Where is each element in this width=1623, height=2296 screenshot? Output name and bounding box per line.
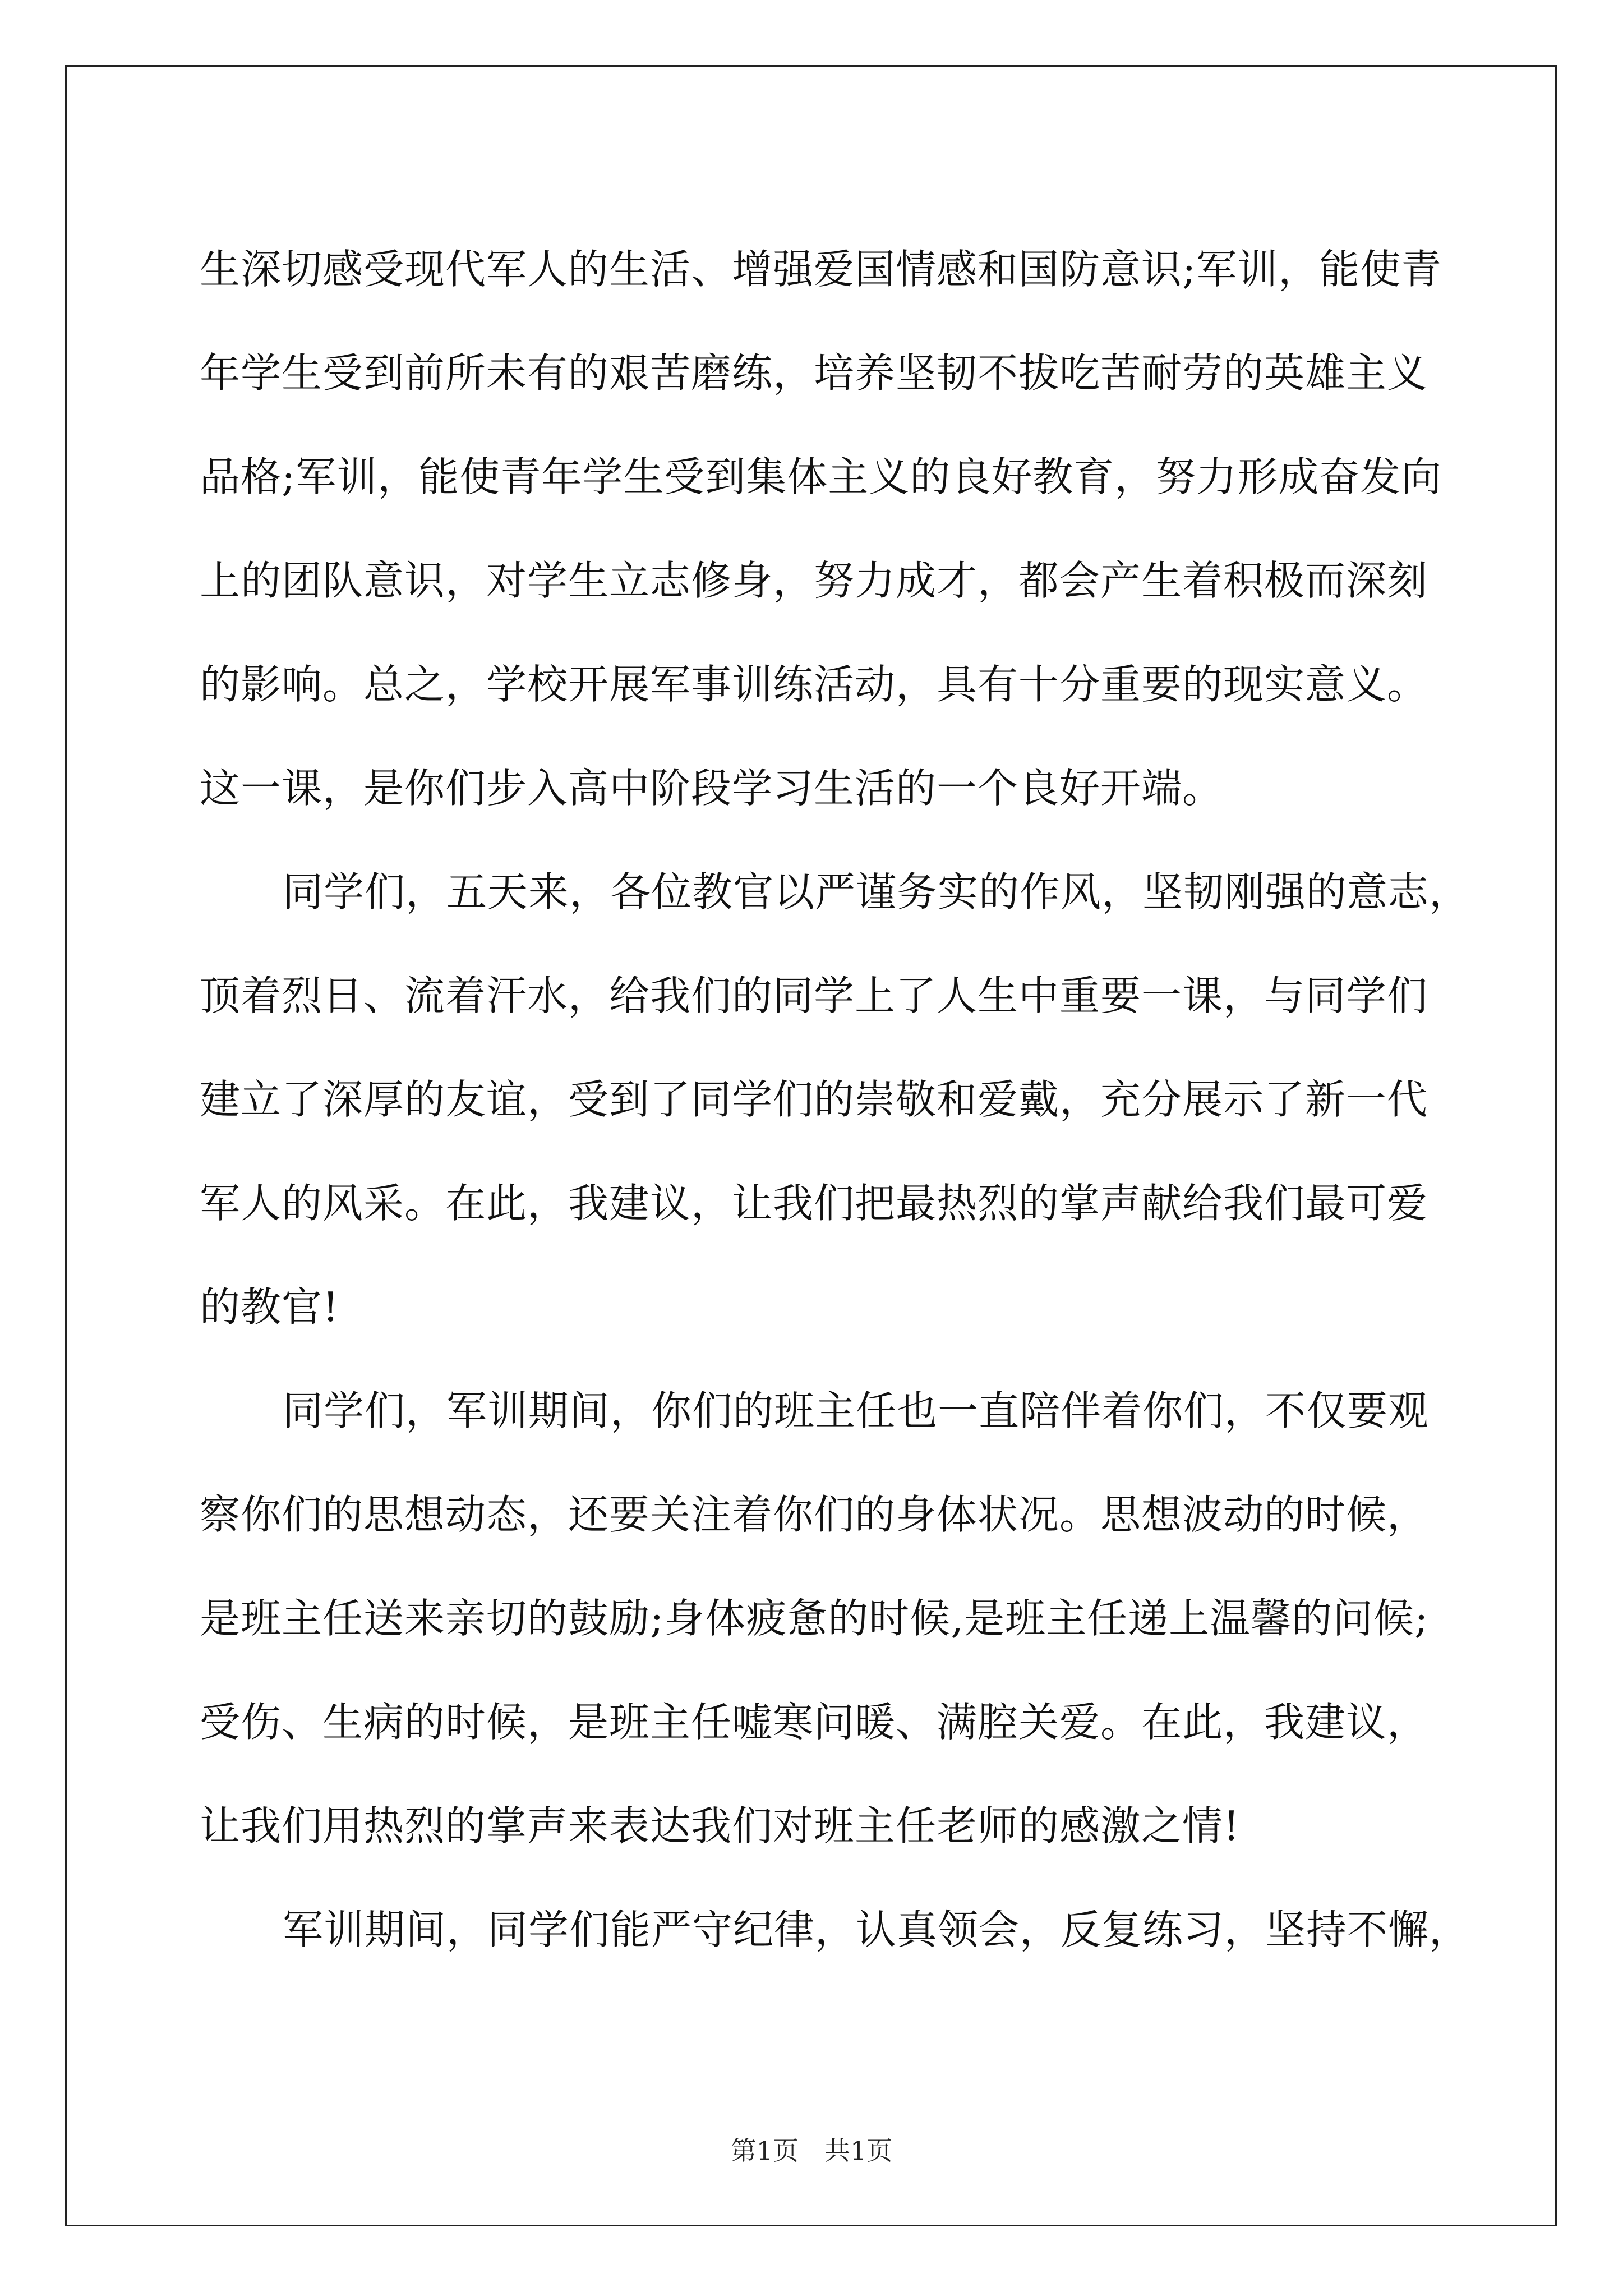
text-line: 是班主任送来亲切的鼓励;身体疲惫的时候,是班主任递上温馨的问候; <box>200 1595 1429 1642</box>
text-line: 生深切感受现代军人的生活、增强爱国情感和国防意识;军训，能使青 <box>200 246 1442 293</box>
document-body <box>200 218 1470 1982</box>
text-line: 受伤、生病的时候，是班主任嘘寒问暖、满腔关爱。在此，我建议， <box>200 1699 1428 1746</box>
paragraph-start-line: 军训期间，同学们能严守纪律，认真领会，反复练习，坚持不懈， <box>283 1906 1470 1953</box>
text-line: 军人的风采。在此，我建议，让我们把最热烈的掌声献给我们最可爱 <box>200 1180 1428 1227</box>
text-line: 建立了深厚的友谊，受到了同学们的崇敬和爱戴，充分展示了新一代 <box>200 1076 1428 1123</box>
paragraph-start-line: 同学们，五天来，各位教官以严谨务实的作风，坚韧刚强的意志， <box>283 868 1470 915</box>
text-line: 的教官! <box>200 1283 339 1331</box>
text-line: 察你们的思想动态，还要关注着你们的身体状况。思想波动的时候， <box>200 1491 1428 1538</box>
text-line: 顶着烈日、流着汗水，给我们的同学上了人生中重要一课，与同学们 <box>200 972 1428 1019</box>
paragraph-start-line: 同学们，军训期间，你们的班主任也一直陪伴着你们，不仅要观 <box>283 1387 1430 1434</box>
text-line: 年学生受到前所未有的艰苦磨练，培养坚韧不拔吃苦耐劳的英雄主义 <box>200 349 1428 397</box>
text-line: 品格;军训，能使青年学生受到集体主义的良好教育，努力形成奋发向 <box>200 453 1442 500</box>
text-line: 这一课，是你们步入高中阶段学习生活的一个良好开端。 <box>200 765 1224 812</box>
text-line: 的影响。总之，学校开展军事训练活动，具有十分重要的现实意义。 <box>200 661 1428 708</box>
text-line: 上的团队意识，对学生立志修身，努力成才，都会产生着积极而深刻 <box>200 557 1428 604</box>
text-line: 让我们用热烈的掌声来表达我们对班主任老师的感激之情! <box>200 1802 1240 1849</box>
page-number-footer: 第1页 共1页 <box>730 2136 893 2166</box>
